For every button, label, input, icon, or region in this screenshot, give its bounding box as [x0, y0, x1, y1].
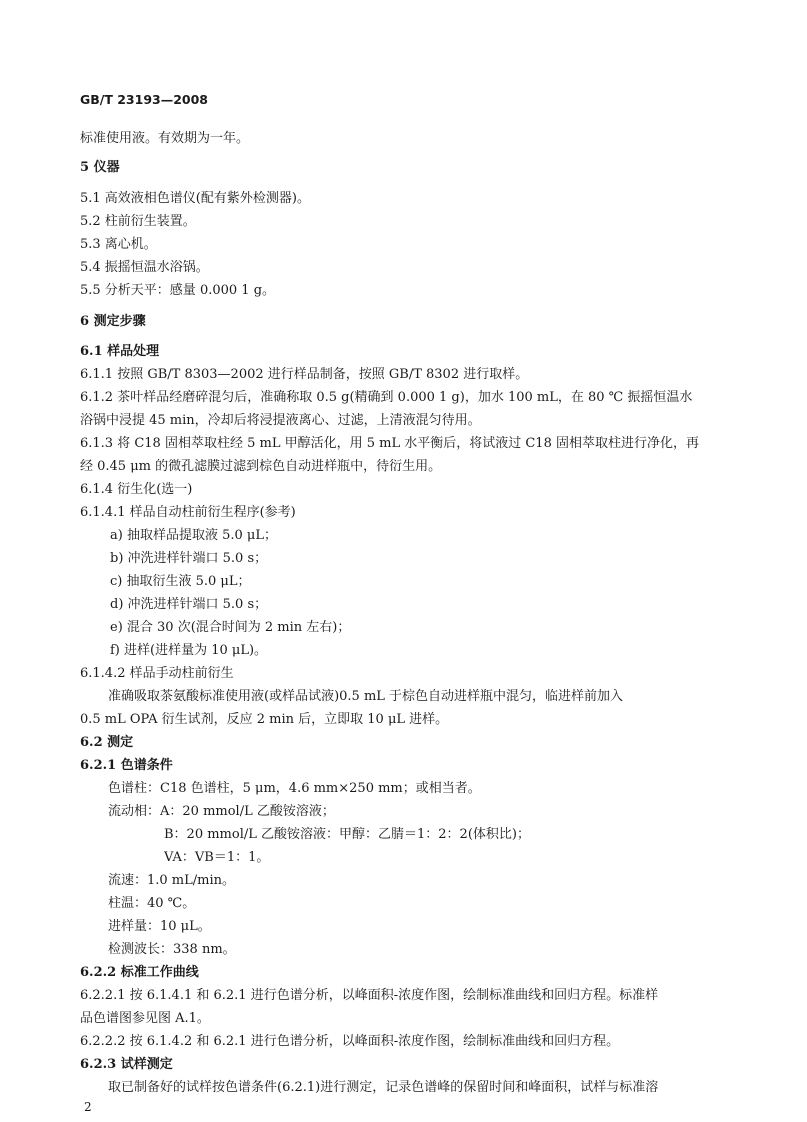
text-line: 取已制备好的试样按色谱条件(6.2.1)进行测定，记录色谱峰的保留时间和峰面积，试样与标准溶: [108, 1080, 659, 1095]
text-line: 6.1.4 衍生化(选一): [80, 482, 193, 497]
text-line: 5.5 分析天平：感量 0.000 1 g。: [80, 283, 276, 298]
text-line: 5.3 离心机。: [80, 237, 157, 252]
section-heading: 5 仪器: [80, 160, 120, 175]
subsection-heading: 6.2.3 试样测定: [80, 1057, 173, 1072]
text-line: 6.1.1 按照 GB/T 8303—2002 进行样品制备，按照 GB/T 8302 进行取样。: [80, 367, 529, 382]
text-line: VA：VB＝1：1。: [164, 850, 270, 865]
text-line: 流速：1.0 mL/min。: [108, 873, 236, 888]
text-line: 0.5 mL OPA 衍生试剂，反应 2 min 后，立即取 10 μL 进样。: [80, 712, 449, 727]
text-line: 6.1.3 将 C18 固相萃取柱经 5 mL 甲醇活化，用 5 mL 水平衡后，将试液过 C18 固相萃取柱进行净化，再: [80, 436, 699, 451]
text-line: 5.2 柱前衍生装置。: [80, 214, 196, 229]
text-line: 经 0.45 μm 的微孔滤膜过滤到棕色自动进样瓶中，待衍生用。: [80, 459, 442, 474]
subsection-heading: 6.2.2 标准工作曲线: [80, 965, 199, 980]
text-line: 6.1.4.1 样品自动柱前衍生程序(参考): [80, 505, 296, 520]
text-line: 品色谱图参见图 A.1。: [80, 1011, 210, 1026]
list-item: c) 抽取衍生液 5.0 μL；: [110, 574, 251, 589]
text-line: B：20 mmol/L 乙酸铵溶液：甲醇：乙腈＝1：2：2(体积比)；: [164, 827, 530, 842]
text-line: 准确吸取茶氨酸标准使用液(或样品试液)0.5 mL 于棕色自动进样瓶中混匀，临进样前加入: [108, 689, 624, 704]
text-line: 柱温：40 ℃。: [108, 896, 196, 911]
subsection-heading: 6.2.1 色谱条件: [80, 758, 173, 773]
text-line: 6.2.2.2 按 6.1.4.2 和 6.2.1 进行色谱分析，以峰面积-浓度作图，绘制标准曲线和回归方程。: [80, 1034, 620, 1049]
list-item: f) 进样(进样量为 10 μL)。: [110, 643, 268, 658]
list-item: e) 混合 30 次(混合时间为 2 min 左右)；: [110, 620, 351, 635]
text-line: 5.1 高效液相色谱仪(配有紫外检测器)。: [80, 191, 310, 206]
subsection-heading: 6.1 样品处理: [80, 344, 160, 359]
list-item: a) 抽取样品提取液 5.0 μL；: [110, 528, 277, 543]
text-line: 5.4 振摇恒温水浴锅。: [80, 260, 209, 275]
list-item: b) 冲洗进样针端口 5.0 s；: [110, 551, 268, 566]
text-line: 检测波长：338 nm。: [108, 942, 236, 957]
text-line: 标准使用液。有效期为一年。: [80, 131, 250, 146]
subsection-heading: 6.2 测定: [80, 735, 134, 750]
section-heading: 6 测定步骤: [80, 314, 146, 329]
standard-header: GB/T 23193—2008: [80, 92, 209, 107]
text-line: 色谱柱：C18 色谱柱，5 μm，4.6 mm×250 mm；或相当者。: [108, 781, 481, 796]
text-line: 6.1.2 茶叶样品经磨碎混匀后，准确称取 0.5 g(精确到 0.000 1 g)，加水 100 mL，在 80 ℃ 振摇恒温水: [80, 390, 693, 405]
text-line: 浴锅中浸提 45 min，冷却后将浸提液离心、过滤，上清液混匀待用。: [80, 413, 481, 428]
text-line: 进样量：10 μL。: [108, 919, 211, 934]
text-line: 6.1.4.2 样品手动柱前衍生: [80, 666, 234, 681]
text-line: 6.2.2.1 按 6.1.4.1 和 6.2.1 进行色谱分析，以峰面积-浓度作图，绘制标准曲线和回归方程。标准样: [80, 988, 659, 1003]
list-item: d) 冲洗进样针端口 5.0 s；: [110, 597, 268, 612]
text-line: 流动相：A：20 mmol/L 乙酸铵溶液；: [108, 804, 335, 819]
page-number: 2: [84, 1100, 92, 1114]
